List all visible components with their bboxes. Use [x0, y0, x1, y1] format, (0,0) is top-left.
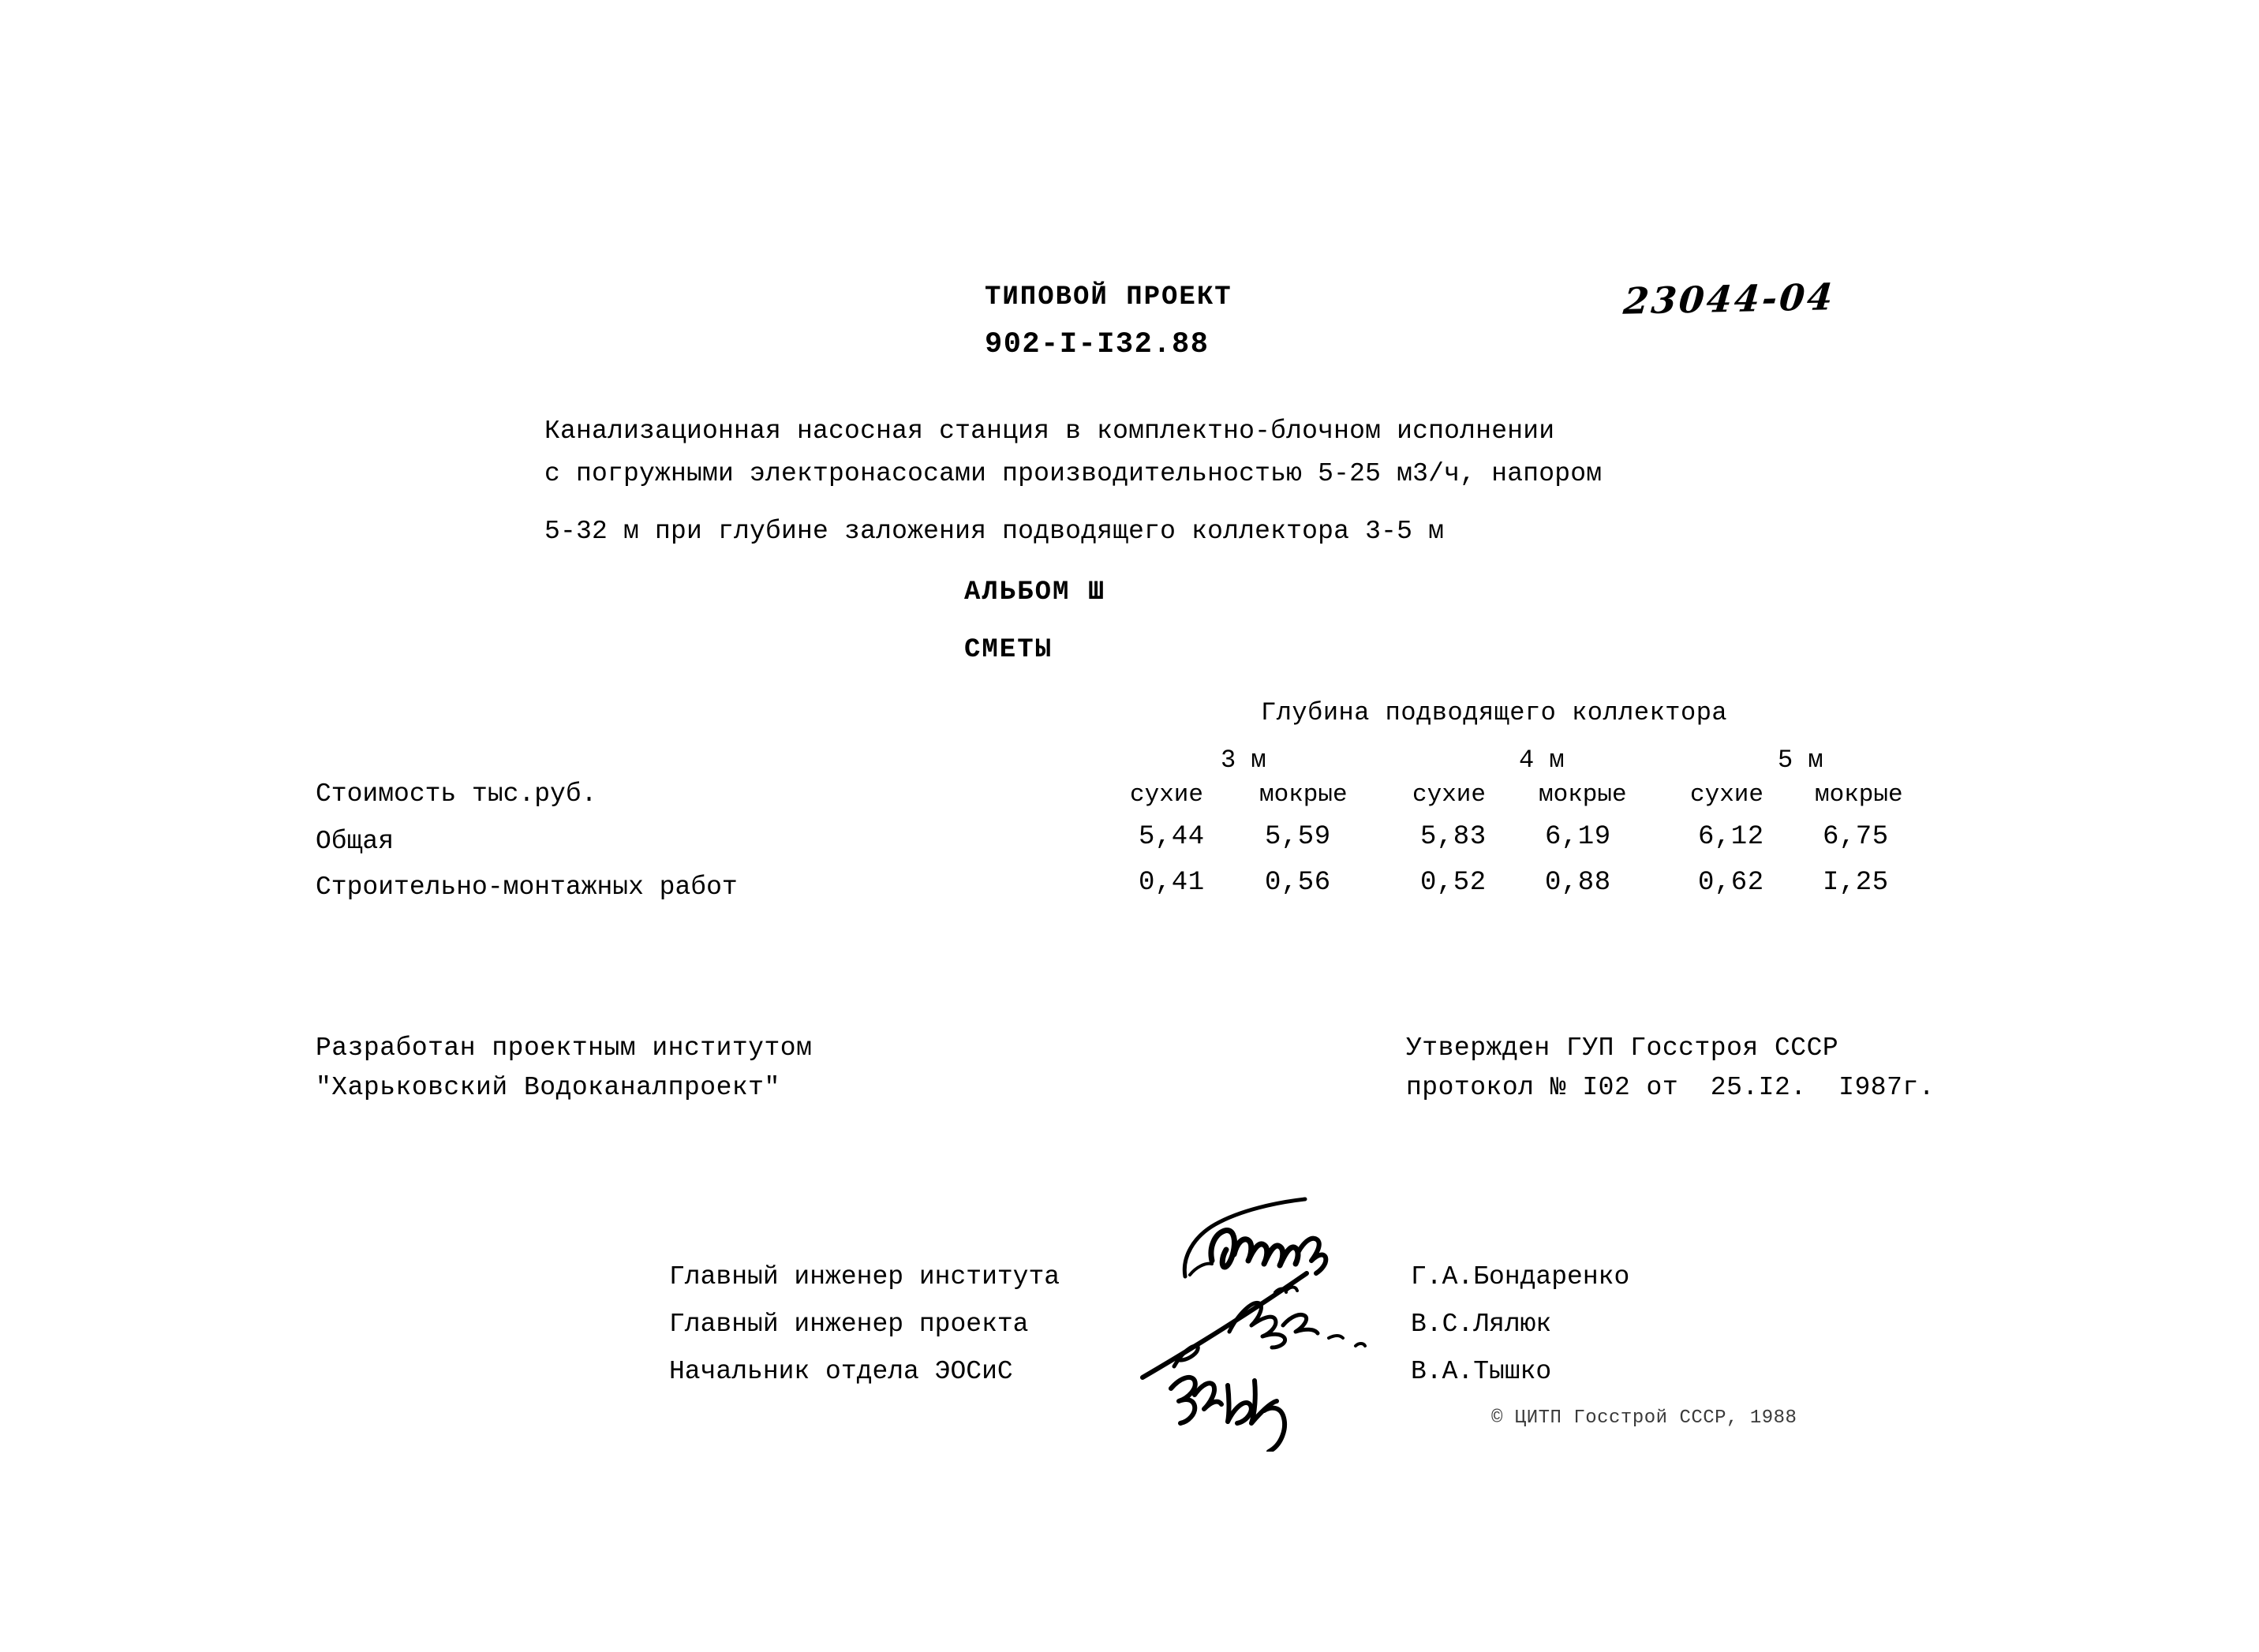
- signatory-role: Начальник отдела ЭОСиС: [669, 1357, 1013, 1386]
- signatory-name: Г.А.Бондаренко: [1411, 1262, 1630, 1291]
- table-condition-header: мокрые: [1815, 781, 1903, 809]
- signatory-name: В.С.Лялюк: [1411, 1310, 1552, 1339]
- table-cell: 0,56: [1265, 868, 1331, 898]
- description-line-1: Канализационная насосная станция в комплектно-блочном исполнении: [544, 417, 1555, 446]
- copyright-notice: © ЦИТП Госстрой СССР, 1988: [1491, 1407, 1797, 1429]
- handwritten-archive-number: 23044-04: [1621, 275, 1837, 323]
- album-section: СМЕТЫ: [964, 635, 1053, 665]
- table-depth-header-1: 3 м: [1221, 746, 1266, 775]
- table-cell: 5,44: [1139, 822, 1205, 852]
- developed-by-line-1: Разработан проектным институтом: [316, 1033, 813, 1063]
- table-cell: 0,88: [1545, 868, 1611, 898]
- description-line-3: 5-32 м при глубине заложения подводящего коллектора 3-5 м: [544, 517, 1445, 546]
- document-code: 902-I-I32.88: [985, 328, 1210, 361]
- document-kind-title: ТИПОВОЙ ПРОЕКТ: [985, 282, 1232, 312]
- table-cell: I,25: [1823, 868, 1889, 898]
- table-condition-header: сухие: [1130, 781, 1204, 809]
- table-title: Глубина подводящего коллектора: [1261, 698, 1728, 727]
- approved-by-line-1: Утвержден ГУП Госстроя СССР: [1406, 1033, 1839, 1063]
- table-stub-header: Стоимость тыс.руб.: [316, 779, 597, 809]
- developed-by-line-2: "Харьковский Водоканалпроект": [316, 1073, 780, 1102]
- table-cell: 0,41: [1139, 868, 1205, 898]
- table-depth-header-2: 4 м: [1519, 746, 1565, 775]
- table-row-label: Строительно-монтажных работ: [316, 873, 738, 902]
- table-cell: 6,12: [1698, 822, 1764, 852]
- table-cell: 5,83: [1420, 822, 1487, 852]
- table-row-label: Общая: [316, 827, 395, 856]
- album-volume: АЛЬБОМ Ш: [964, 577, 1106, 607]
- signatory-name: В.А.Тышко: [1411, 1357, 1552, 1386]
- table-cell: 6,19: [1545, 822, 1611, 852]
- table-condition-header: мокрые: [1539, 781, 1627, 809]
- table-cell: 0,52: [1420, 868, 1487, 898]
- table-condition-header: сухие: [1690, 781, 1764, 809]
- table-depth-header-3: 5 м: [1778, 746, 1823, 775]
- table-cell: 0,62: [1698, 868, 1764, 898]
- approved-by-line-2: протокол № I02 от 25.I2. I987г.: [1406, 1073, 1935, 1102]
- table-cell: 5,59: [1265, 822, 1331, 852]
- signatory-role: Главный инженер института: [669, 1262, 1060, 1291]
- description-line-2: с погружными электронасосами производительностью 5-25 м3/ч, напором: [544, 459, 1603, 488]
- table-condition-header: сухие: [1412, 781, 1487, 809]
- signatory-role: Главный инженер проекта: [669, 1310, 1029, 1339]
- table-condition-header: мокрые: [1259, 781, 1348, 809]
- table-cell: 6,75: [1823, 822, 1889, 852]
